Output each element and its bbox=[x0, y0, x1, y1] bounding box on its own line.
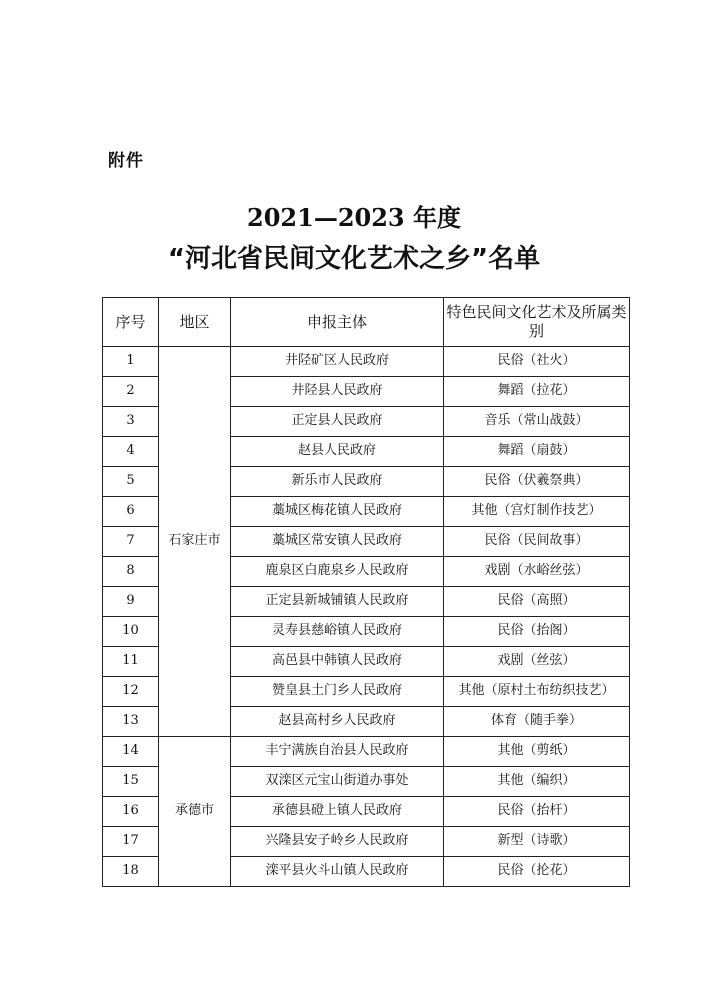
category-cell: 民俗（伏羲祭典） bbox=[444, 467, 630, 497]
title-list-name: “河北省民间文化艺术之乡”名单 bbox=[167, 244, 541, 274]
category-cell: 民俗（抬阁） bbox=[444, 617, 630, 647]
row-number: 9 bbox=[103, 587, 159, 617]
row-number: 11 bbox=[103, 647, 159, 677]
applicant-cell: 双滦区元宝山街道办事处 bbox=[231, 767, 444, 797]
category-cell: 其他（编织） bbox=[444, 767, 630, 797]
region-cell: 石家庄市 bbox=[159, 347, 231, 737]
header-applicant: 申报主体 bbox=[231, 298, 444, 347]
attachment-label: 附件 bbox=[108, 151, 144, 171]
category-cell: 新型（诗歌） bbox=[444, 827, 630, 857]
applicant-cell: 藁城区常安镇人民政府 bbox=[231, 527, 444, 557]
row-number: 2 bbox=[103, 377, 159, 407]
row-number: 7 bbox=[103, 527, 159, 557]
row-number: 5 bbox=[103, 467, 159, 497]
applicant-cell: 灵寿县慈峪镇人民政府 bbox=[231, 617, 444, 647]
applicant-cell: 滦平县火斗山镇人民政府 bbox=[231, 857, 444, 887]
table-row bbox=[103, 737, 630, 767]
row-number: 8 bbox=[103, 557, 159, 587]
applicant-cell: 赞皇县土门乡人民政府 bbox=[231, 677, 444, 707]
row-number: 13 bbox=[103, 707, 159, 737]
category-cell: 戏剧（丝弦） bbox=[444, 647, 630, 677]
applicant-cell: 鹿泉区白鹿泉乡人民政府 bbox=[231, 557, 444, 587]
applicant-cell: 赵县人民政府 bbox=[231, 437, 444, 467]
table-body bbox=[103, 347, 630, 887]
row-number: 6 bbox=[103, 497, 159, 527]
applicant-cell: 承德县磴上镇人民政府 bbox=[231, 797, 444, 827]
category-cell: 民俗（民间故事） bbox=[444, 527, 630, 557]
row-number: 18 bbox=[103, 857, 159, 887]
region-cell: 承德市 bbox=[159, 737, 231, 887]
category-cell: 戏剧（水峪丝弦） bbox=[444, 557, 630, 587]
category-cell: 民俗（高照） bbox=[444, 587, 630, 617]
category-cell: 民俗（社火） bbox=[444, 347, 630, 377]
row-number: 14 bbox=[103, 737, 159, 767]
header-category: 特色民间文化艺术及所属类别 bbox=[444, 298, 630, 347]
header-region: 地区 bbox=[159, 298, 231, 347]
applicant-cell: 高邑县中韩镇人民政府 bbox=[231, 647, 444, 677]
category-cell: 体育（随手拳） bbox=[444, 707, 630, 737]
applicant-cell: 兴隆县安子岭乡人民政府 bbox=[231, 827, 444, 857]
category-cell: 其他（剪纸） bbox=[444, 737, 630, 767]
title-year: 2021—2023 年度 bbox=[247, 203, 461, 232]
applicant-cell: 井陉矿区人民政府 bbox=[231, 347, 444, 377]
row-number: 4 bbox=[103, 437, 159, 467]
applicant-cell: 井陉县人民政府 bbox=[231, 377, 444, 407]
row-number: 16 bbox=[103, 797, 159, 827]
header-no: 序号 bbox=[103, 298, 159, 347]
applicant-cell: 新乐市人民政府 bbox=[231, 467, 444, 497]
applicant-cell: 正定县新城铺镇人民政府 bbox=[231, 587, 444, 617]
row-number: 3 bbox=[103, 407, 159, 437]
category-cell: 舞蹈（扇鼓） bbox=[444, 437, 630, 467]
table-row bbox=[103, 347, 630, 377]
category-cell: 音乐（常山战鼓） bbox=[444, 407, 630, 437]
category-cell: 民俗（抬杆） bbox=[444, 797, 630, 827]
row-number: 12 bbox=[103, 677, 159, 707]
applicant-cell: 正定县人民政府 bbox=[231, 407, 444, 437]
category-cell: 舞蹈（拉花） bbox=[444, 377, 630, 407]
table-header-row bbox=[103, 298, 630, 347]
row-number: 17 bbox=[103, 827, 159, 857]
row-number: 1 bbox=[103, 347, 159, 377]
applicant-cell: 丰宁满族自治县人民政府 bbox=[231, 737, 444, 767]
applicant-cell: 藁城区梅花镇人民政府 bbox=[231, 497, 444, 527]
category-cell: 民俗（抡花） bbox=[444, 857, 630, 887]
category-cell: 其他（原村土布纺织技艺） bbox=[444, 677, 630, 707]
row-number: 10 bbox=[103, 617, 159, 647]
applicant-cell: 赵县高村乡人民政府 bbox=[231, 707, 444, 737]
row-number: 15 bbox=[103, 767, 159, 797]
category-cell: 其他（宫灯制作技艺） bbox=[444, 497, 630, 527]
heritage-town-table bbox=[102, 297, 630, 887]
